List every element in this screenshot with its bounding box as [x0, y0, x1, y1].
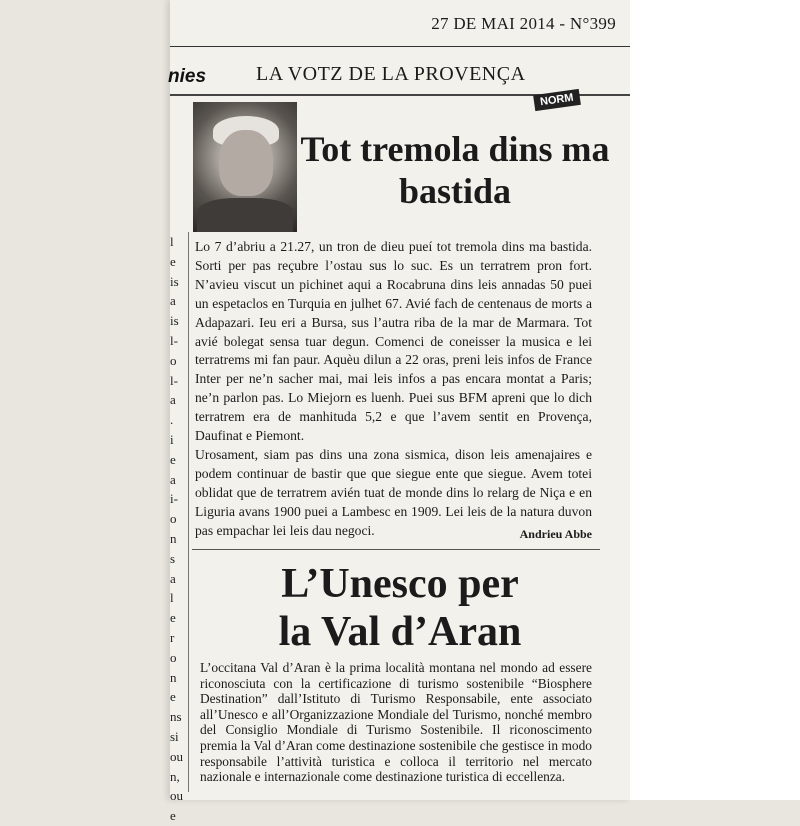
left-column-fragment: is	[170, 313, 179, 329]
left-column-fragment: l-	[170, 372, 178, 388]
article2-body	[200, 660, 592, 785]
background-edge	[630, 0, 800, 800]
article2-headline	[200, 560, 600, 656]
left-column-fragment: n	[170, 669, 177, 685]
left-column-fragment: ou	[170, 748, 183, 764]
left-column-fragment: i	[170, 431, 174, 447]
left-column-fragment: si	[170, 728, 179, 744]
left-column-fragment: a	[170, 471, 176, 487]
left-column-fragment: i-	[170, 491, 178, 507]
author-photo	[193, 102, 297, 232]
article1-author: Andrieu Abbe	[519, 527, 592, 541]
left-column-fragment: .	[170, 412, 174, 428]
column-divider	[188, 232, 189, 792]
left-column-fragment: a	[170, 570, 176, 586]
section-title: LA VOTZ DE LA PROVENÇA	[256, 63, 526, 85]
left-column-fragment: ou	[170, 788, 183, 804]
left-column-fragment: e	[170, 451, 176, 467]
left-column-fragment: l	[170, 234, 174, 249]
left-column-fragment: l-	[170, 332, 178, 348]
norm-badge: NORM	[533, 89, 580, 111]
article1-headline: Tot tremola dins ma bastida	[300, 129, 610, 211]
left-column-fragment: a	[170, 293, 176, 309]
article2-headline-line: la Val d’Aran	[278, 609, 522, 655]
issue-date: 27 DE MAI 2014 - N°399	[431, 14, 616, 33]
article-separator	[192, 549, 600, 550]
section-tag: nies	[168, 66, 207, 87]
left-column-fragment: n,	[170, 768, 180, 784]
left-column-fragments	[170, 232, 188, 826]
left-column-fragment: e	[170, 610, 176, 626]
left-column-fragment: e	[170, 689, 176, 705]
left-column-fragment: a	[170, 392, 176, 408]
article2-paragraph: L’occitana Val d’Aran è la prima località montana nel mondo ad essere riconosciuta con la certificazione di turismo sostenibile “Biosphere Destination” dall’Istituto di Turismo Responsabile, ente associato all’Unesco e all’Organizzazione Mondiale del Turismo, nonché membro del Consiglio Mondiale di Turismo Sostenibile. Il riconoscimento premia la Val d’Aran come destinazione sostenibile che gestisce in modo responsabile l’attività turistica e colloca il territorio nel mercato nazionale e internazionale come destinazione turistica di eccellenza.	[200, 660, 592, 785]
article1-paragraph: Urosament, siam pas dins una zona sismica, dison leis amenajaires e podem continuar de bastir que que siegue ente que siegue. Avem totei oblidat que de terratrem avién tuat de monde dins lo relarg de Niça e en Liguria avans 1900 puei a Lambesc en 1909. Lei leis de la natura duvon pas empachar lei leis dau negoci.	[195, 446, 592, 538]
left-column-fragment: r	[170, 629, 175, 645]
left-column-fragment: n	[170, 530, 177, 546]
newspaper-page	[168, 0, 630, 824]
left-column-fragment: is	[170, 273, 179, 289]
left-column-fragment: o	[170, 511, 177, 527]
left-column-fragment: l	[170, 590, 174, 606]
article1-paragraph: Lo 7 d’abriu a 21.27, un tron de dieu pueí tot tremola dins ma bastida. Sorti per pas reçubre l’ostau sus lo suc. Es un terratrem pron fort. N’avieu viscut un pichinet aqui a Rocabruna dins leis annadas 50 puei un espetaclos en Turquia en julhet 67. Avié fach de centenaus de morts a Adapazari. Ieu eri a Bursa, sus l’autra riba de la mar de Marmara. Tot avié bolegat sensa tuar degun. Comenci de coneisser la musica e lei terratrems mi fan paur. Aquèu dilun a 22 oras, preni leis infos de France Inter per ne’n sacher mai, mai leis infos a pas encara montat a Paris; ne’n parlon pas. Lo Miejorn es luenh. Puei sus BFM apreni que lo dich terratrem era de manhituda 5,2 e que l’avem sentit en Provença, Daufinat e Piemont.	[195, 239, 592, 444]
header-rule	[170, 46, 630, 47]
article1-body	[195, 238, 592, 541]
left-column-fragment: s	[170, 550, 176, 566]
article2-headline-line: L’Unesco per	[281, 561, 519, 607]
left-column-fragment: e	[170, 808, 176, 824]
left-column-fragment: o	[170, 352, 177, 368]
left-column-fragment: o	[170, 649, 177, 665]
left-column-fragment: ns	[170, 709, 182, 725]
left-column-fragment: e	[170, 253, 176, 269]
